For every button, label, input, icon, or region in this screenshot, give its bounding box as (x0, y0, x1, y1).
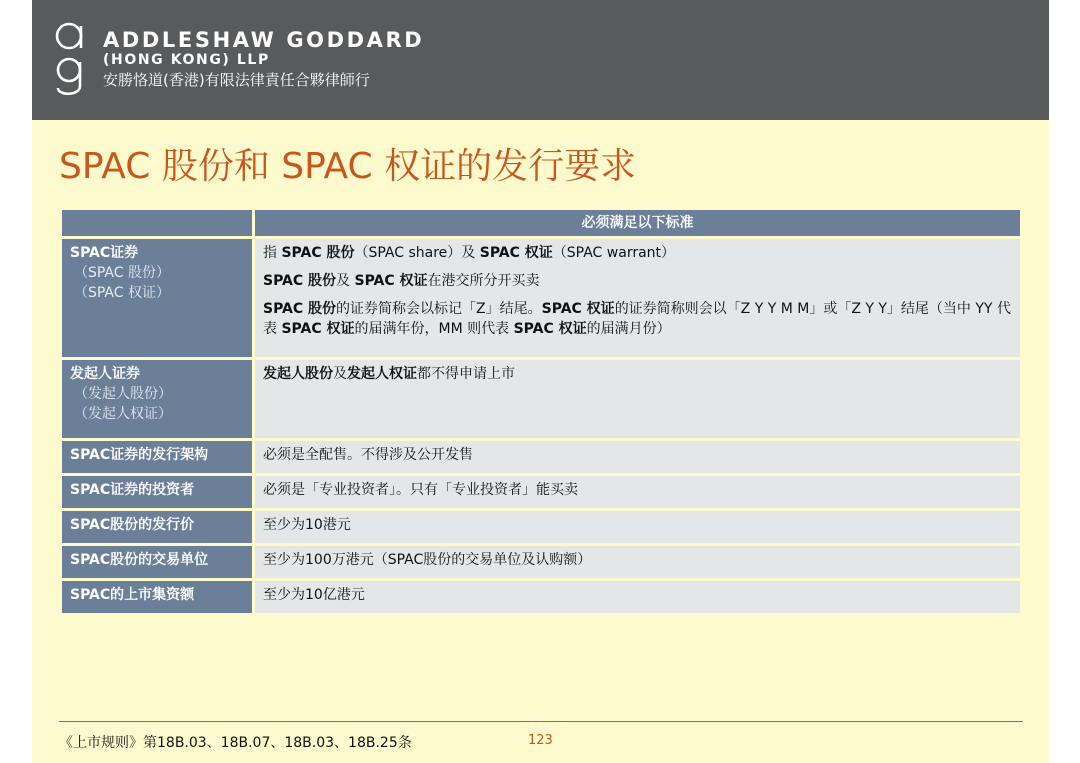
row-label: SPAC证券 (70, 245, 139, 261)
criteria-line (263, 480, 1012, 500)
table-body (62, 239, 1020, 613)
row-label: SPAC证券的投资者 (70, 482, 195, 498)
row-label: SPAC的上市集资额 (70, 587, 195, 603)
table-row (62, 546, 1020, 578)
row-label-cell (62, 546, 252, 578)
row-label: SPAC股份的交易单位 (70, 552, 209, 568)
text-segment: 指 (263, 245, 282, 261)
criteria-line (263, 271, 1012, 291)
row-content-cell (255, 581, 1020, 613)
page-number: 123 (528, 733, 553, 748)
text-segment: 都不得申请上市 (417, 366, 515, 382)
criteria-line (263, 299, 1012, 339)
table-row (62, 360, 1020, 438)
text-segment: 的届满年份，MM 则代表 (354, 321, 514, 337)
page-title: SPAC 股份和 SPAC 权证的发行要求 (59, 146, 637, 187)
row-content-cell (255, 239, 1020, 357)
criteria-line (263, 445, 1012, 465)
bold-term: SPAC 股份 (281, 245, 355, 261)
firm-chinese-name: 安勝恪道(香港)有限法律責任合夥律師行 (103, 71, 370, 89)
row-content-cell (255, 441, 1020, 473)
text-segment: 及 (333, 366, 347, 382)
row-label-cell (62, 511, 252, 543)
criteria-line (263, 243, 1012, 263)
firm-name: ADDLESHAW GODDARD (103, 28, 425, 52)
ag-logo-icon (54, 14, 94, 100)
row-label-cell (62, 581, 252, 613)
bold-term: SPAC 权证 (513, 321, 587, 337)
text-segment: 必须是「专业投资者」。只有「专业投资者」能买卖 (263, 482, 578, 498)
table-row (62, 511, 1020, 543)
row-label-cell (62, 441, 252, 473)
text-segment: 必须是全配售。不得涉及公开发售 (263, 447, 473, 463)
bold-term: SPAC 权证 (354, 273, 428, 289)
bold-term: 发起人权证 (347, 366, 417, 382)
slide (32, 0, 1049, 763)
table-row (62, 441, 1020, 473)
header-band (32, 0, 1049, 120)
table-row (62, 239, 1020, 357)
bold-term: 发起人股份 (263, 366, 333, 382)
row-label: SPAC股份的发行价 (70, 517, 195, 533)
criteria-line (263, 515, 1012, 535)
bold-term: SPAC 股份 (263, 301, 337, 317)
text-segment: 至少为100万港元（SPAC股份的交易单位及认购额） (263, 552, 592, 568)
bold-term: SPAC 权证 (479, 245, 553, 261)
text-segment: 及 (336, 273, 355, 289)
footer-reference: 《上市规则》第18B.03、18B.07、18B.03、18B.25条 (59, 735, 412, 751)
row-content-cell (255, 511, 1020, 543)
bold-term: SPAC 权证 (541, 301, 615, 317)
text-segment: 在港交所分开买卖 (427, 273, 540, 289)
row-label-sub: （SPAC 股份） (74, 265, 170, 281)
requirements-table (59, 207, 1023, 616)
table-header-criteria: 必须满足以下标准 (255, 210, 1020, 236)
row-label-cell (62, 360, 252, 438)
bold-term: SPAC 权证 (281, 321, 355, 337)
requirements-table-wrap (62, 207, 1020, 616)
bold-term: SPAC 股份 (263, 273, 337, 289)
row-content-cell (255, 360, 1020, 438)
criteria-line (263, 585, 1012, 605)
row-label-sub: （发起人权证） (74, 406, 172, 422)
firm-sub-name: (HONG KONG) LLP (103, 52, 270, 68)
text-segment: 至少为10港元 (263, 517, 351, 533)
table-row (62, 581, 1020, 613)
text-segment: 的证券简称则会以「Z Y Y M M」或「Z Y Y」结尾（当中 YY 代表 (263, 301, 1011, 337)
table-row (62, 476, 1020, 508)
row-label-sub: （SPAC 权证） (74, 285, 170, 301)
text-segment: （SPAC warrant） (552, 245, 676, 261)
text-segment: 的届满月份） (586, 321, 671, 337)
row-label: 发起人证券 (70, 366, 140, 382)
row-label-sub: （发起人股份） (74, 386, 172, 402)
row-label-cell (62, 476, 252, 508)
criteria-line (263, 364, 1012, 384)
row-content-cell (255, 476, 1020, 508)
criteria-line (263, 550, 1012, 570)
row-label-cell (62, 239, 252, 357)
row-label: SPAC证券的发行架构 (70, 447, 209, 463)
text-segment: （SPAC share）及 (354, 245, 480, 261)
table-header-blank (62, 210, 252, 236)
row-content-cell (255, 546, 1020, 578)
text-segment: 的证券简称会以标记「Z」结尾。 (336, 301, 542, 317)
footer-divider (59, 721, 1023, 722)
text-segment: 至少为10亿港元 (263, 587, 365, 603)
